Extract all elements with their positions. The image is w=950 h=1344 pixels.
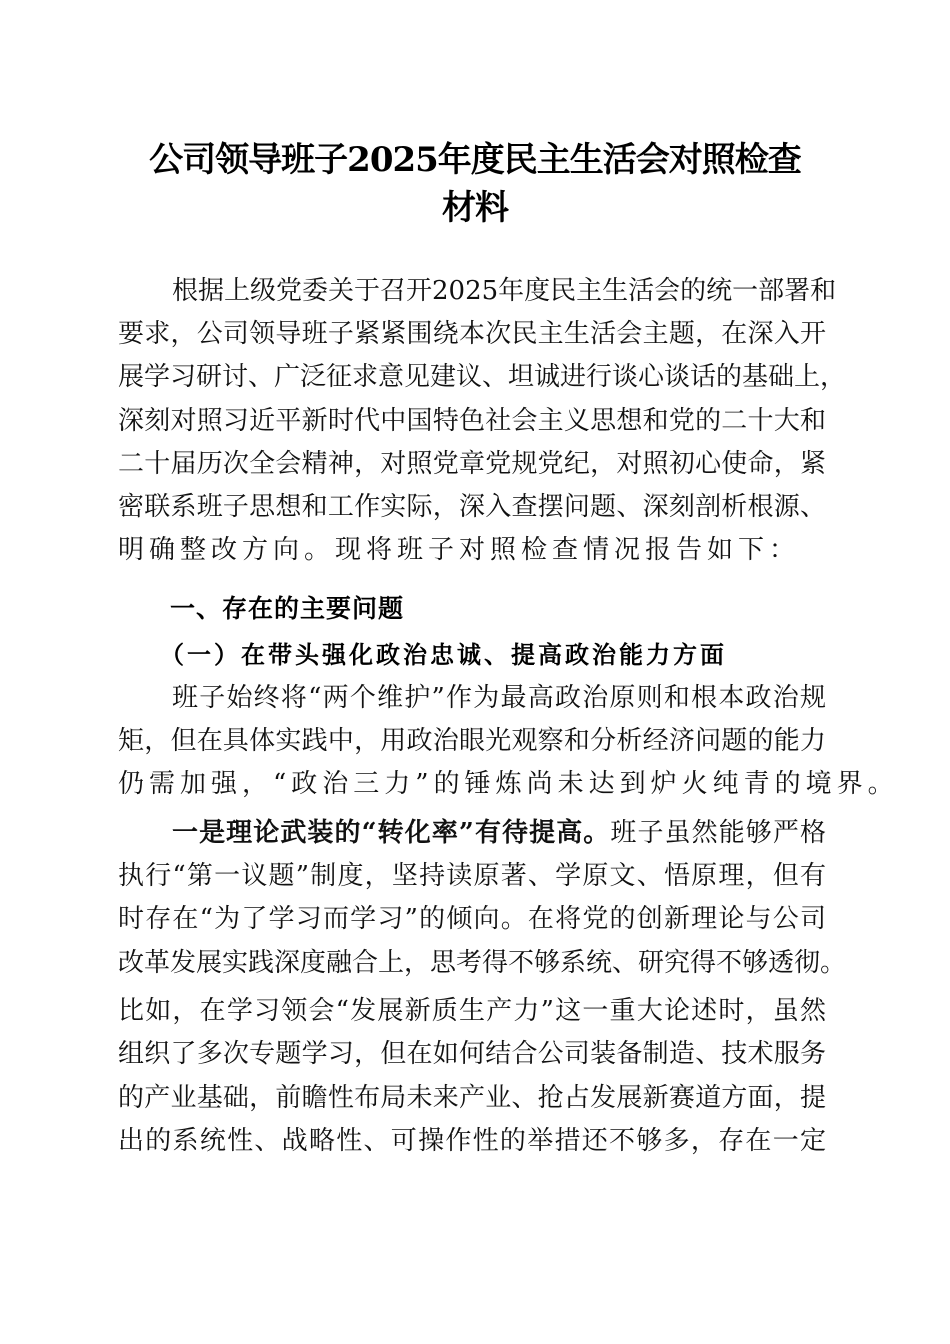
paragraph-lead-bold: 一是理论武装的“转化率”有待提高。 [172, 818, 611, 848]
paragraph-line: 比如，在学习领会“发展新质生产力”这一重大论述时，虽然 [118, 996, 826, 1026]
paragraph-line: 班子始终将“两个维护”作为最高政治原则和根本政治规 [172, 683, 826, 713]
intro-line: 要求，公司领导班子紧紧围绕本次民主生活会主题，在深入开 [118, 319, 826, 349]
intro-line: 根据上级党委关于召开2025年度民主生活会的统一部署和 [172, 276, 837, 306]
intro-line: 二十届历次全会精神，对照党章党规党纪，对照初心使命，紧 [118, 449, 826, 479]
intro-line: 展学习研讨、广泛征求意见建议、坦诚进行谈心谈话的基础上， [118, 362, 847, 392]
paragraph-line: 出的系统性、战略性、可操作性的举措还不够多，存在一定 [118, 1126, 826, 1156]
intro-line: 深刻对照习近平新时代中国特色社会主义思想和党的二十大和 [118, 406, 826, 436]
subsection-heading: （一）在带头强化政治忠诚、提高政治能力方面 [160, 640, 727, 669]
paragraph-line: 时存在“为了学习而学习”的倾向。在将党的创新理论与公司 [118, 904, 826, 934]
intro-line: 明确整改方向。现将班子对照检查情况报告如下： [118, 535, 801, 565]
paragraph-line: 的产业基础，前瞻性布局未来产业、抢占发展新赛道方面，提 [118, 1083, 826, 1113]
paragraph-line: 仍需加强，“政治三力”的锤炼尚未达到炉火纯青的境界。 [118, 769, 899, 799]
paragraph-line: 组织了多次专题学习，但在如何结合公司装备制造、技术服务 [118, 1039, 826, 1069]
section-heading: 一、存在的主要问题 [170, 594, 405, 623]
intro-line: 密联系班子思想和工作实际，深入查摆问题、深刻剖析根源、 [118, 492, 826, 522]
paragraph-line: 改革发展实践深度融合上，思考得不够系统、研究得不够透彻。 [118, 948, 847, 978]
document-title-line-2: 材料 [442, 188, 508, 228]
paragraph-text: 班子虽然能够严格 [610, 818, 826, 848]
paragraph-line: 执行“第一议题”制度，坚持读原著、学原文、悟原理，但有 [118, 861, 826, 891]
document-title-line-1: 公司领导班子2025年度民主生活会对照检查 [149, 140, 801, 180]
paragraph-line: 矩，但在具体实践中，用政治眼光观察和分析经济问题的能力 [118, 726, 826, 756]
paragraph-line [172, 812, 826, 855]
